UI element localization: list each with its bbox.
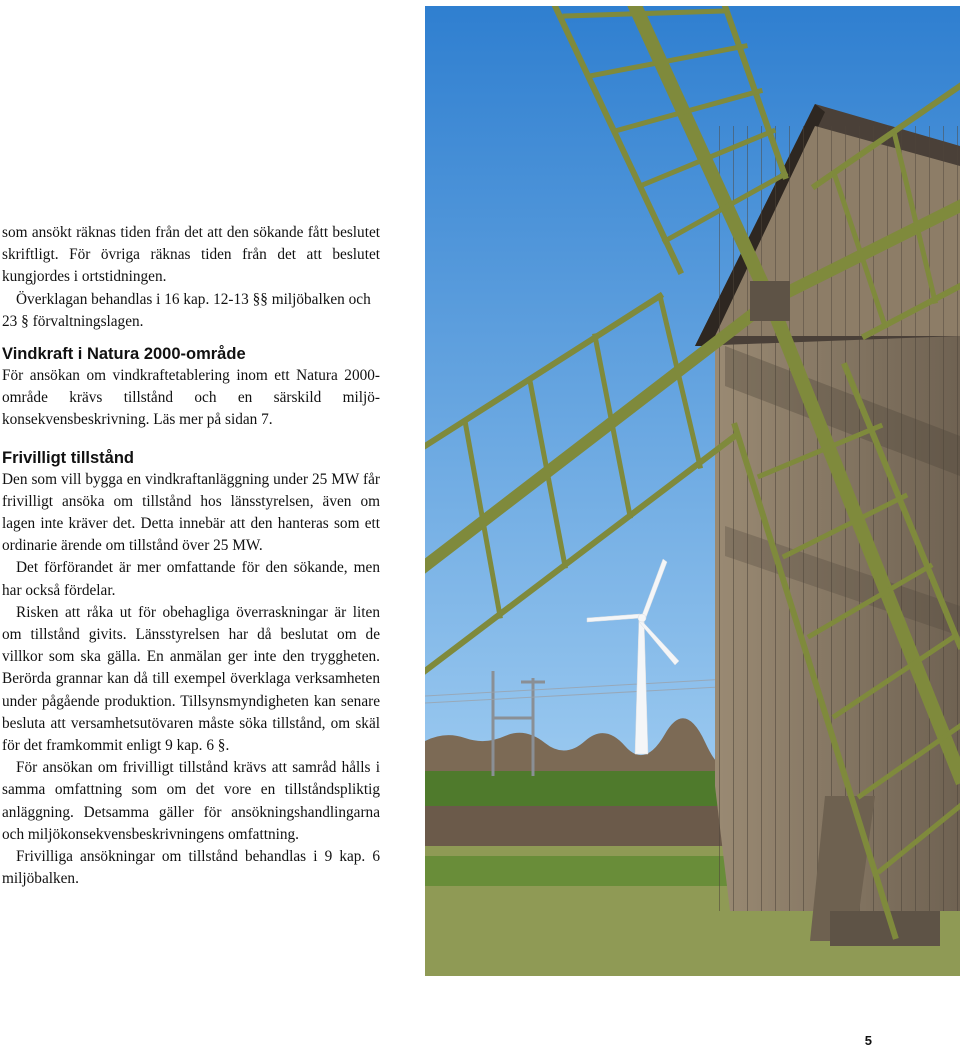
page-number: 5 [864,1033,872,1048]
frivilligt-paragraph-4: För ansökan om frivilligt tillstånd krävs att samråd hålls i samma omfattning som om det vore en tillståndspliktig anläggning. Detsamma gäller för ansökningshandlingarna och miljökonsekvensbeskrivningens omfattning. [2,759,380,843]
natura-paragraph: För ansökan om vindkraftetablering inom ett Natura 2000-område krävs tillstånd och en särskild miljökonsekvensbeskrivning. Läs mer på sidan 7. [2,367,380,429]
frivilligt-paragraph-5: Frivilliga ansökningar om tillstånd behandlas i 9 kap. 6 miljöbalken. [2,848,380,888]
frivilligt-paragraph-1: Den som vill bygga en vindkraftanläggning under 25 MW får frivilligt ansöka om tillstånd hos länsstyrelsen, även om lagen inte kräver det. Detta innebär att den hanteras som ett ordinarie ärende om tillstånd över 25 MW. [2,470,380,555]
frivilligt-paragraph-3: Risken att råka ut för obehagliga överraskningar är liten om tillstånd givits. Länsstyrelsen har då beslutat om de villkor som ska gälla. En anmälan ger inte den tryggheten. Berörda grannar kan då till exempel överklaga verksamheten under pågående produktion. Tillsynsmyndigheten kan senare besluta att versamhetsutövaren måste söka tillstånd, om skäl för det framkommit enligt 9 kap. 6 §. [2,603,380,755]
body-text-column [2,222,380,890]
windmill-photo [425,6,960,976]
intro-paragraph-2: Överklagan behandlas i 16 kap. 12-13 §§ miljöbalken och 23 § förvaltningslagen. [2,290,371,330]
intro-paragraph-1: som ansökt räknas tiden från det att den sökande fått beslutet skriftligt. För övriga räknas tiden från det att beslutet kungjordes i ortstidningen. [2,224,380,286]
heading-natura-2000: Vindkraft i Natura 2000-område [2,345,246,364]
heading-frivilligt-tillstand: Frivilligt tillstånd [2,448,135,467]
frivilligt-paragraph-2: Det förförandet är mer omfattande för den sökande, men har också fördelar. [2,559,380,599]
